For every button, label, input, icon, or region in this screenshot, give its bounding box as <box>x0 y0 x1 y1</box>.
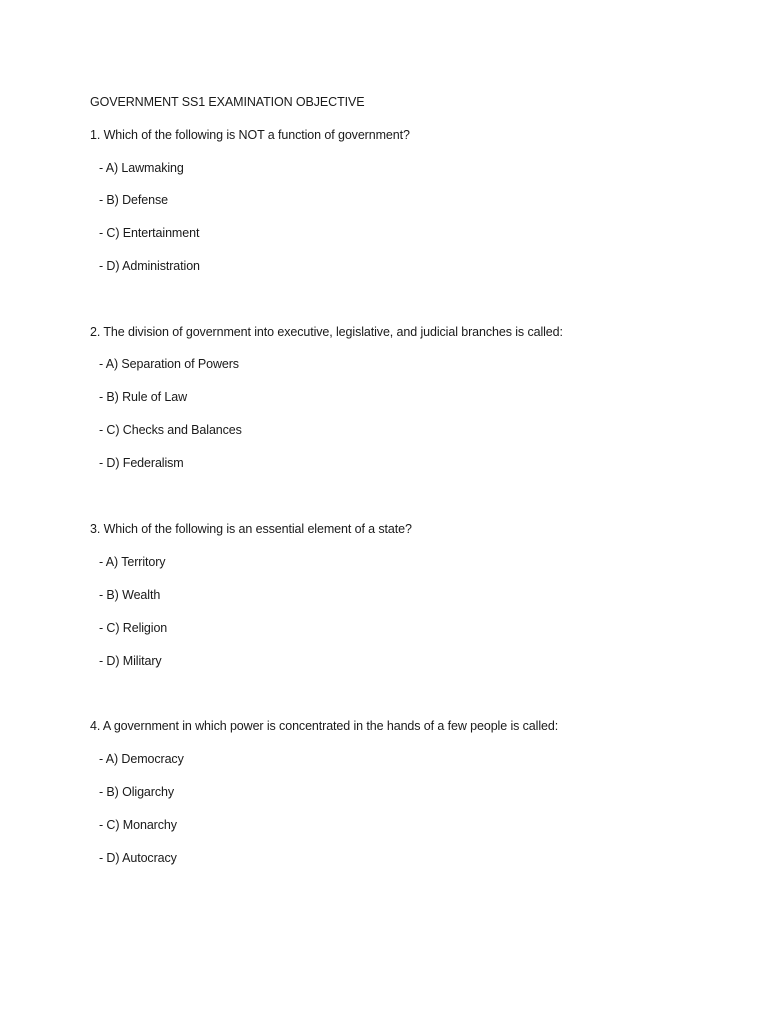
question-2: 2. The division of government into executive, legislative, and judicial branches is called: <box>90 325 563 339</box>
question-2-option-b: - B) Rule of Law <box>99 390 188 404</box>
question-3-option-c: - C) Religion <box>99 621 168 635</box>
question-2-option-c: - C) Checks and Balances <box>99 423 242 437</box>
question-4-option-c: - C) Monarchy <box>99 818 177 832</box>
question-4-option-a: - A) Democracy <box>99 752 184 766</box>
question-2-option-a: - A) Separation of Powers <box>99 357 239 371</box>
question-3: 3. Which of the following is an essential element of a state? <box>90 522 412 536</box>
question-1-option-b: - B) Defense <box>99 193 168 207</box>
question-1-option-a: - A) Lawmaking <box>99 161 184 175</box>
question-3-option-a: - A) Territory <box>99 555 166 569</box>
question-1-option-d: - D) Administration <box>99 259 200 273</box>
question-2-option-d: - D) Federalism <box>99 456 184 470</box>
question-1: 1. Which of the following is NOT a function of government? <box>90 128 410 142</box>
question-3-option-b: - B) Wealth <box>99 588 161 602</box>
document-title: GOVERNMENT SS1 EXAMINATION OBJECTIVE <box>90 95 365 109</box>
question-3-option-d: - D) Military <box>99 654 162 668</box>
question-4: 4. A government in which power is concentrated in the hands of a few people is called: <box>90 719 559 733</box>
question-4-option-d: - D) Autocracy <box>99 851 177 865</box>
question-4-option-b: - B) Oligarchy <box>99 785 175 799</box>
question-1-option-c: - C) Entertainment <box>99 226 200 240</box>
